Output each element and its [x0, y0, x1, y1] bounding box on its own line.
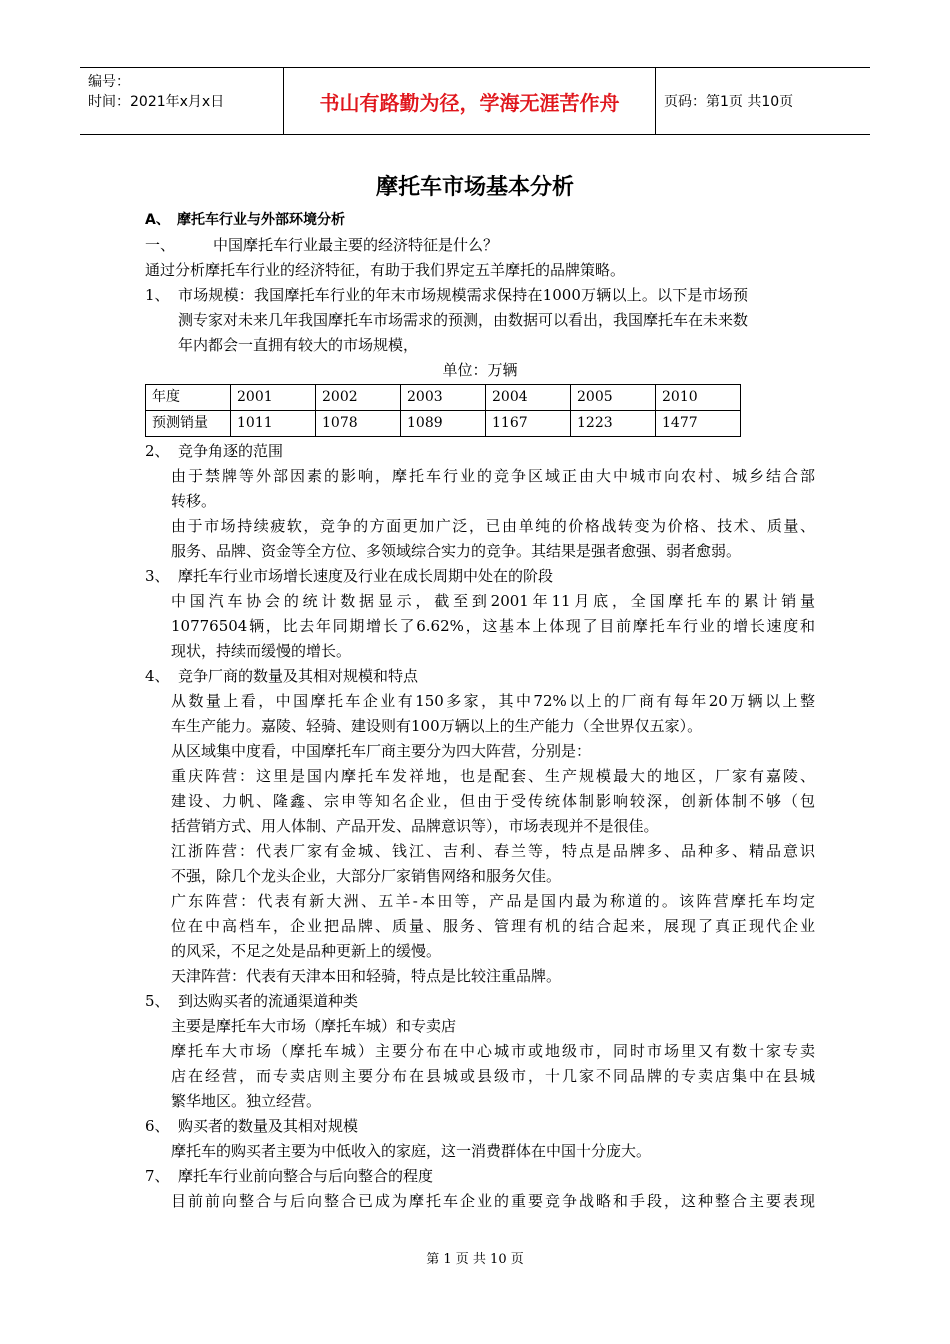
- item-5-line: 主要是摩托车大市场（摩托车城）和专卖店: [171, 1017, 457, 1035]
- item-3-num: 3、: [145, 567, 170, 585]
- table-cell: 1011: [231, 411, 316, 437]
- table-cell: 1223: [571, 411, 656, 437]
- item-4-title: 竞争厂商的数量及其相对规模和特点: [178, 667, 419, 685]
- item-4-line: 建设、力帆、隆鑫、宗申等知名企业，但由于受传统体制影响较深，创新体制不够（包: [171, 792, 815, 810]
- item-4-line: 广东阵营：代表有新大洲、五羊-本田等，产品是国内最为称道的。该阵营摩托车均定: [171, 892, 815, 910]
- item-4-line: 江浙阵营：代表厂家有金城、钱江、吉利、春兰等，特点是品牌多、品种多、精品意识: [171, 842, 815, 860]
- item-5-line: 摩托车大市场（摩托车城）主要分布在中心城市或地级市，同时市场里又有数十家专卖: [171, 1042, 815, 1060]
- item-7-num: 7、: [145, 1167, 170, 1185]
- item-1-line: 测专家对未来几年我国摩托车市场需求的预测，由数据可以看出，我国摩托车在未来数: [178, 311, 749, 329]
- table-cell: 预测销量: [146, 411, 231, 437]
- table-cell: 1078: [316, 411, 401, 437]
- intro-paragraph: 通过分析摩托车行业的经济特征，有助于我们界定五羊摩托的品牌策略。: [145, 261, 626, 279]
- item-3-line: 现状，持续而缓慢的增长。: [171, 642, 352, 660]
- table-header-row: [146, 385, 741, 411]
- item-2: [145, 439, 815, 464]
- item-5-title: 到达购买者的流通渠道种类: [178, 992, 359, 1010]
- item-3: [145, 564, 815, 589]
- item-2-line: 由于禁牌等外部因素的影响，摩托车行业的竞争区域正由大中城市向农村、城乡结合部: [171, 467, 815, 485]
- table-cell: 2005: [571, 385, 656, 411]
- item-2-line: 转移。: [171, 492, 217, 510]
- question-1: [145, 233, 815, 258]
- item-5-num: 5、: [145, 992, 170, 1010]
- item-1-line: 年内都会一直拥有较大的市场规模，: [178, 336, 419, 354]
- header-time: 时间：2021年x月x日: [88, 94, 225, 110]
- section-a-letter: A、: [145, 212, 170, 228]
- item-7: [145, 1164, 815, 1189]
- header-motto: 书山有路勤为径，学海无涯苦作舟: [319, 90, 620, 115]
- item-3-line: 中国汽车协会的统计数据显示，截至到2001年11月底，全国摩托车的累计销量: [171, 592, 815, 610]
- table-cell: 年度: [146, 385, 231, 411]
- page-footer: 第 1 页 共 10 页: [426, 1252, 524, 1267]
- item-1-line: 市场规模：我国摩托车行业的年末市场规模需求保持在1000万辆以上。以下是市场预: [178, 286, 749, 304]
- table-cell: 1089: [401, 411, 486, 437]
- item-4-line: 不强，除几个龙头企业，大部分厂家销售网络和服务欠佳。: [171, 867, 562, 885]
- table-unit: 单位：万辆: [442, 361, 518, 379]
- header-motto-cell: [283, 68, 656, 134]
- section-a-text: 摩托车行业与外部环境分析: [177, 212, 345, 228]
- table-cell: 2004: [486, 385, 571, 411]
- item-7-title: 摩托车行业前向整合与后向整合的程度: [178, 1167, 434, 1185]
- item-6-title: 购买者的数量及其相对规模: [178, 1117, 359, 1135]
- page-header: [80, 67, 870, 135]
- item-5: [145, 989, 815, 1014]
- section-a-heading: [145, 208, 815, 233]
- item-3-title: 摩托车行业市场增长速度及行业在成长周期中处在的阶段: [178, 567, 554, 585]
- item-3-line: 10776504辆，比去年同期增长了6.62%，这基本上体现了目前摩托车行业的增长速度和: [171, 617, 815, 635]
- item-1-num: 1、: [145, 286, 170, 304]
- table-cell: 1167: [486, 411, 571, 437]
- item-2-line: 由于市场持续疲软，竞争的方面更加广泛，已由单纯的价格战转变为价格、技术、质量、: [171, 517, 815, 535]
- table-row: [146, 411, 741, 437]
- item-4-line: 括营销方式、用人体制、产品开发、品牌意识等），市场表现并不是很佳。: [171, 817, 659, 835]
- item-4-line: 车生产能力。嘉陵、轻骑、建设则有100万辆以上的生产能力（全世界仅五家）。: [171, 717, 703, 735]
- item-5-line: 店在经营，而专卖店则主要分布在县城或县级市，十几家不同品牌的专卖店集中在县城: [171, 1067, 815, 1085]
- item-6-num: 6、: [145, 1117, 170, 1135]
- forecast-table: [145, 384, 741, 437]
- header-page-info: 页码：第1页 共10页: [664, 94, 794, 110]
- table-cell: 2010: [656, 385, 741, 411]
- item-4-line: 从数量上看，中国摩托车企业有150多家，其中72%以上的厂商有每年20万辆以上整: [171, 692, 815, 710]
- table-cell: 2001: [231, 385, 316, 411]
- table-cell: 1477: [656, 411, 741, 437]
- item-7-line: 目前前向整合与后向整合已成为摩托车企业的重要竞争战略和手段，这种整合主要表现: [171, 1192, 815, 1210]
- question-1-text: 中国摩托车行业最主要的经济特征是什么？: [213, 236, 499, 254]
- table-cell: 2002: [316, 385, 401, 411]
- item-4-line: 重庆阵营：这里是国内摩托车发祥地，也是配套、生产规模最大的地区，厂家有嘉陵、: [171, 767, 815, 785]
- item-4-num: 4、: [145, 667, 170, 685]
- item-2-line: 服务、品牌、资金等全方位、多领域综合实力的竞争。其结果是强者愈强、弱者愈弱。: [171, 542, 742, 560]
- item-6-line: 摩托车的购买者主要为中低收入的家庭，这一消费群体在中国十分庞大。: [171, 1142, 652, 1160]
- document-body: [145, 208, 815, 1214]
- item-4-line: 天津阵营：代表有天津本田和轻骑，特点是比较注重品牌。: [171, 967, 562, 985]
- item-5-line: 繁华地区。独立经营。: [171, 1092, 322, 1110]
- header-meta: [80, 68, 283, 134]
- item-4: [145, 664, 815, 689]
- header-code: 编号：: [88, 74, 130, 90]
- item-1: [145, 283, 815, 358]
- table-cell: 2003: [401, 385, 486, 411]
- item-4-line: 的风采，不足之处是品种更新上的缓慢。: [171, 942, 442, 960]
- question-1-num: 一、: [145, 236, 176, 254]
- item-2-num: 2、: [145, 442, 170, 460]
- item-4-line: 从区域集中度看，中国摩托车厂商主要分为四大阵营，分别是：: [171, 742, 592, 760]
- item-4-line: 位在中高档车，企业把品牌、质量、服务、管理有机的结合起来，展现了真正现代企业: [171, 917, 815, 935]
- item-6: [145, 1114, 815, 1139]
- document-title: 摩托车市场基本分析: [375, 175, 574, 200]
- item-2-title: 竞争角逐的范围: [178, 442, 284, 460]
